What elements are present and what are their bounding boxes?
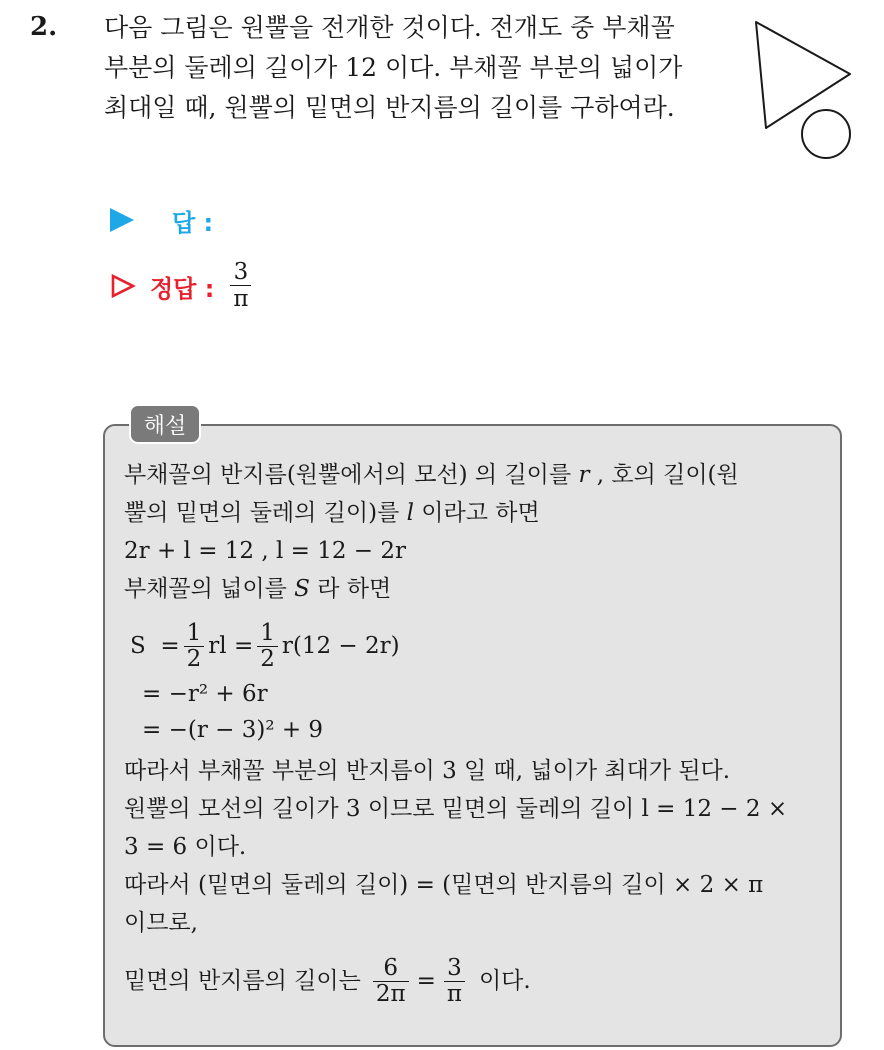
solution-final-line bbox=[124, 946, 829, 1016]
equation-line bbox=[130, 616, 829, 676]
text-span: 이다. bbox=[478, 968, 531, 994]
fraction-denominator: π bbox=[444, 981, 465, 1006]
question-line: 부분의 둘레의 길이가 12 이다. 부채꼴 부분의 넓이가 bbox=[104, 53, 683, 82]
solution-body bbox=[124, 456, 829, 1016]
solution-line bbox=[124, 456, 829, 494]
solution-line: 이므로, bbox=[124, 910, 198, 936]
variable: S bbox=[294, 576, 310, 602]
question-line: 다음 그림은 원뿔을 전개한 것이다. 전개도 중 부채꼴 bbox=[104, 13, 675, 42]
fraction bbox=[184, 621, 205, 670]
question-line: 최대일 때, 원뿔의 밑면의 반지름의 길이를 구하여라. bbox=[104, 93, 675, 122]
fraction-numerator: 1 bbox=[260, 620, 275, 647]
equals-sign: = bbox=[416, 968, 436, 994]
text-span: 부채꼴의 반지름(원뿔에서의 모선) 의 길이를 bbox=[124, 462, 579, 488]
text-span: 라 하면 bbox=[309, 576, 392, 602]
solution-line: 따라서 부채꼴 부분의 반지름이 3 일 때, 넓이가 최대가 된다. bbox=[124, 758, 731, 784]
fraction-numerator: 1 bbox=[186, 620, 202, 647]
equation-block bbox=[130, 616, 829, 748]
fraction-numerator: 3 bbox=[447, 955, 462, 982]
text-span: , 호의 길이(원 bbox=[589, 462, 739, 488]
fraction-denominator: 2 bbox=[184, 646, 205, 671]
equation-end: r(12 − 2r) bbox=[281, 633, 400, 659]
fraction bbox=[444, 956, 465, 1005]
filled-triangle-icon bbox=[110, 208, 134, 232]
fraction-numerator: 3 bbox=[233, 258, 249, 285]
answer-row bbox=[110, 200, 213, 240]
solution-line bbox=[124, 570, 829, 608]
variable: r bbox=[578, 462, 590, 488]
equation-line: = −r² + 6r bbox=[142, 681, 268, 707]
correct-answer-row bbox=[110, 254, 255, 318]
fraction bbox=[257, 621, 278, 670]
correct-label: 정답 : bbox=[150, 274, 215, 303]
base-circle bbox=[802, 110, 850, 158]
fraction-denominator: 2π bbox=[373, 981, 409, 1006]
solution-line bbox=[124, 494, 829, 532]
fraction bbox=[373, 956, 409, 1005]
solution-tab: 해설 bbox=[129, 404, 201, 444]
question-number: 2. bbox=[30, 12, 58, 42]
equation-lhs: S = bbox=[130, 633, 180, 659]
text-span: 뿔의 밑면의 둘레의 길이)를 bbox=[124, 500, 407, 526]
question-text bbox=[104, 8, 734, 128]
equation-line: = −(r − 3)² + 9 bbox=[142, 717, 324, 743]
fraction-denominator: 2 bbox=[257, 646, 278, 671]
fraction-numerator: 6 bbox=[383, 955, 398, 982]
text-span: 이라고 하면 bbox=[413, 500, 540, 526]
text-span: 밑면의 반지름의 길이는 bbox=[124, 968, 361, 994]
solution-line: 2r + l = 12 , l = 12 − 2r bbox=[124, 538, 407, 564]
solution-line: 따라서 (밑면의 둘레의 길이) = (밑면의 반지름의 길이 × 2 × π bbox=[124, 872, 764, 898]
solution-line: 원뿔의 모선의 길이가 3 이므로 밑면의 둘레의 길이 l = 12 − 2 × bbox=[124, 796, 788, 822]
answer-label: 답 : bbox=[172, 208, 214, 237]
cone-net-figure bbox=[748, 14, 858, 164]
equation-mid: rl = bbox=[208, 633, 254, 659]
variable: l bbox=[406, 500, 414, 526]
solution-line: 3 = 6 이다. bbox=[124, 834, 247, 860]
fraction-denominator: π bbox=[230, 285, 251, 312]
text-span: 부채꼴의 넓이를 bbox=[124, 576, 295, 602]
correct-answer-fraction bbox=[230, 260, 251, 313]
outline-triangle-icon bbox=[110, 273, 136, 299]
